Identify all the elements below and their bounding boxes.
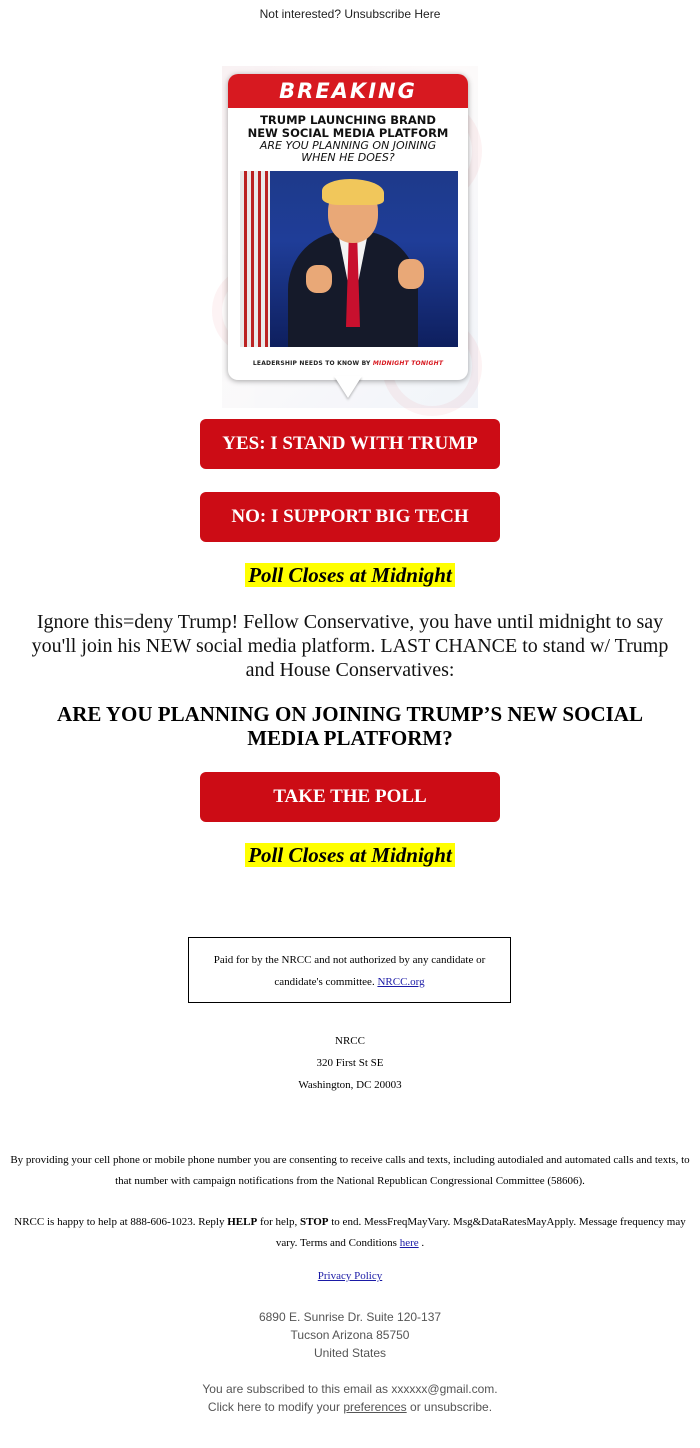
privacy-policy-link[interactable]: Privacy Policy bbox=[317, 1270, 383, 1282]
terms-link[interactable]: here bbox=[399, 1237, 419, 1249]
body-paragraph: Ignore this=deny Trump! Fellow Conservative, you have until midnight to say you'll join his NEW social media platform. LAST CHANCE to stand w/ Trump and House Conservatives: bbox=[31, 611, 669, 681]
privacy-wrapper bbox=[8, 1266, 692, 1287]
mailer-street: 6890 E. Sunrise Dr. Suite 120-137 bbox=[258, 1310, 442, 1324]
yes-button[interactable]: YES: I STAND WITH TRUMP bbox=[200, 419, 500, 469]
address-city: Washington, DC 20003 bbox=[298, 1079, 402, 1091]
help-text: NRCC is happy to help at 888-606-1023. Reply HELP for help, STOP to end. MessFreqMayVary. Msg&DataRatesMayApply. Message frequency may vary. Terms and Conditions here . bbox=[14, 1216, 686, 1249]
unsubscribe-link[interactable]: Not interested? Unsubscribe Here bbox=[259, 7, 441, 21]
poll-closes-notice-2: Poll Closes at Midnight bbox=[0, 843, 700, 868]
address-org: NRCC bbox=[335, 1035, 365, 1047]
poll-question: ARE YOU PLANNING ON JOINING TRUMP’S NEW SOCIAL MEDIA PLATFORM? bbox=[57, 702, 643, 750]
subscribed-notice: You are subscribed to this email as xxxxxx@gmail.com. bbox=[202, 1382, 498, 1396]
card-pointer bbox=[334, 376, 362, 398]
preferences-link[interactable]: preferences bbox=[343, 1400, 407, 1414]
hero-headline-1: TRUMP LAUNCHING BRAND bbox=[260, 113, 436, 127]
mailer-city: Tucson Arizona 85750 bbox=[290, 1328, 410, 1342]
consent-text: By providing your cell phone or mobile phone number you are consenting to receive calls and texts, including autodialed and automated calls and texts, to that number with campaign notifications from the National Republican Congressional Committee (58606). bbox=[10, 1154, 690, 1187]
nrcc-link[interactable]: NRCC.org bbox=[377, 976, 425, 988]
breaking-badge: BREAKING bbox=[228, 74, 468, 108]
hero-footer: LEADERSHIP NEEDS TO KNOW BY MIDNIGHT TONIGHT bbox=[252, 360, 444, 367]
mailer-country: United States bbox=[313, 1346, 387, 1360]
take-poll-button[interactable]: TAKE THE POLL bbox=[200, 772, 500, 822]
hero-subline-2: WHEN HE DOES? bbox=[301, 151, 395, 164]
no-button[interactable]: NO: I SUPPORT BIG TECH bbox=[200, 492, 500, 542]
modify-preferences: Click here to modify your preferences or unsubscribe. bbox=[207, 1400, 493, 1414]
hero-image[interactable] bbox=[222, 66, 478, 408]
address-street: 320 First St SE bbox=[316, 1057, 384, 1069]
poll-card bbox=[228, 74, 468, 380]
hero-subline-1: ARE YOU PLANNING ON JOINING bbox=[259, 139, 437, 152]
hero-headline-2: NEW SOCIAL MEDIA PLATFORM bbox=[247, 126, 449, 140]
paid-for-disclaimer: Paid for by the NRCC and not authorized by any candidate or candidate's committee. NRCC.org bbox=[188, 937, 511, 1003]
poll-closes-notice: Poll Closes at Midnight bbox=[0, 563, 700, 588]
trump-photo bbox=[240, 171, 458, 347]
